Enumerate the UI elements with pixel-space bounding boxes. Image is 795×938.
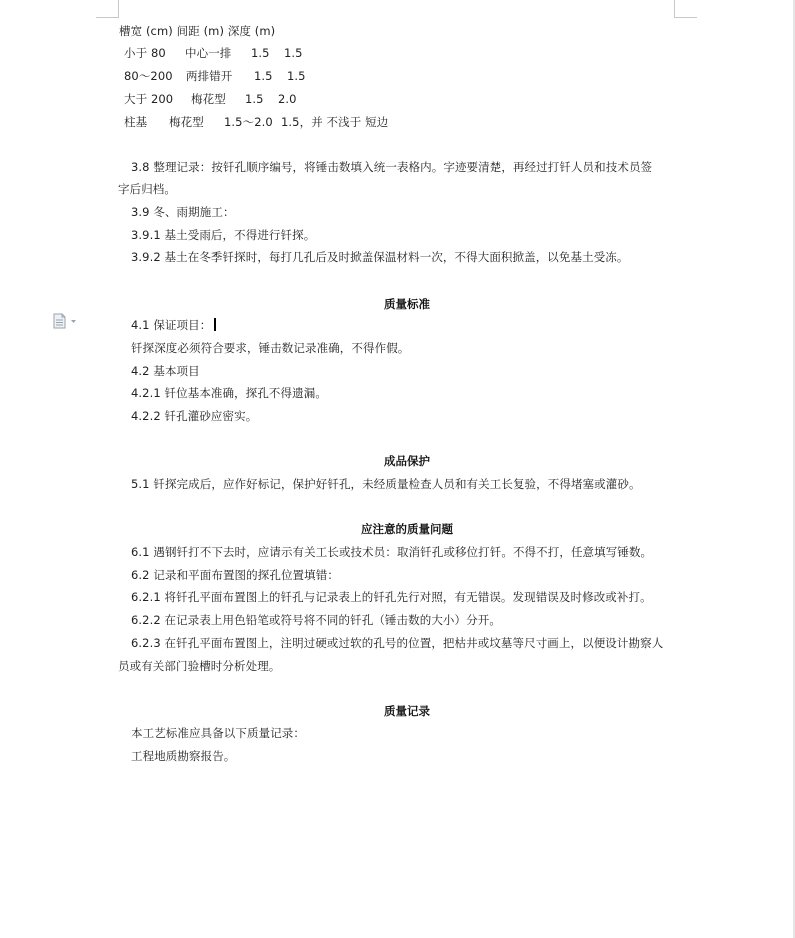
paragraph-line: 6.2 记录和平面布置图的探孔位置填错： — [131, 568, 339, 582]
table-cell: 梅花型 — [169, 115, 204, 129]
paragraph-line: 3.9 冬、雨期施工： — [131, 205, 235, 219]
section-heading: 成品保护 — [384, 454, 430, 468]
paragraph-line: 字后归档。 — [118, 182, 176, 196]
table-row — [124, 68, 306, 84]
table-cell: 大于 200 — [124, 92, 174, 106]
table-cell: 1.5 — [254, 69, 273, 83]
paragraph-line: 4.2.2 钎孔灌砂应密实。 — [131, 409, 258, 423]
paragraph-line: 钎探深度必须符合要求，锤击数记录准确，不得作假。 — [131, 341, 410, 355]
table-row — [124, 45, 303, 61]
paragraph-line: 3.8 整理记录：按钎孔顺序编号，将锤击数填入统一表格内。字迹要清楚，再经过打钎人员和技术员签 — [131, 160, 653, 174]
document-options-icon[interactable] — [53, 313, 79, 329]
table-cell: 1.5～2.0 — [224, 115, 273, 129]
table-cell: 两排错开 — [186, 69, 233, 83]
paragraph-line: 本工艺标准应具备以下质量记录： — [131, 726, 305, 740]
paragraph-line: 3.9.1 基土受雨后，不得进行钎探。 — [131, 228, 316, 242]
col-header: 深度 (m) — [227, 24, 276, 38]
paragraph-line: 6.2.2 在记录表上用色铅笔或符号将不同的钎孔（锤击数的大小）分开。 — [131, 613, 501, 627]
table-cell: 小于 80 — [124, 46, 166, 60]
margin-corner-mark — [674, 0, 697, 18]
paragraph-line: 工程地质勘察报告。 — [131, 749, 236, 763]
paragraph-line: 3.9.2 基土在冬季钎探时，每打几孔后及时掀盖保温材料一次，不得大面积掀盖，以免基土受冻。 — [131, 250, 629, 264]
paragraph-line: 5.1 钎探完成后，应作好标记，保护好钎孔，未经质量检查人员和有关工长复验，不得堵塞或灌砂。 — [131, 477, 641, 491]
table-cell: 梅花型 — [191, 92, 226, 106]
table-cell: 1.5，并 不浅于 短边 — [281, 115, 389, 129]
table-cell: 中心一排 — [185, 46, 232, 60]
section-heading: 质量标准 — [384, 297, 430, 311]
table-row — [124, 114, 388, 130]
paragraph-line: 6.1 遇钢钎打不下去时，应请示有关工长或技术员：取消钎孔或移位打钎。不得不打，任意填写锤数。 — [131, 545, 653, 559]
paragraph-line: 4.2.1 钎位基本准确，探孔不得遗漏。 — [131, 386, 327, 400]
table-header — [119, 23, 275, 39]
table-cell: 柱基 — [124, 115, 148, 129]
paragraph-line: 员或有关部门验槽时分析处理。 — [118, 659, 281, 673]
col-header: 槽宽 (cm) — [119, 24, 173, 38]
table-cell: 1.5 — [251, 46, 270, 60]
table-cell: 2.0 — [278, 92, 297, 106]
table-cell: 1.5 — [245, 92, 264, 106]
paragraph-line: 4.2 基本项目 — [131, 364, 200, 378]
table-cell: 80～200 — [124, 69, 173, 83]
section-heading: 质量记录 — [384, 704, 430, 718]
table-cell: 1.5 — [284, 46, 303, 60]
col-header: 间距 (m) — [176, 24, 225, 38]
margin-corner-mark — [96, 0, 119, 18]
paragraph-line[interactable] — [131, 317, 216, 333]
paragraph-text: 4.1 保证项目： — [131, 318, 212, 332]
table-cell: 1.5 — [287, 69, 306, 83]
section-heading: 应注意的质量问题 — [361, 522, 453, 536]
paragraph-line: 6.2.3 在钎孔平面布置图上，注明过硬或过软的孔号的位置，把枯井或坟墓等尺寸画上，以便设计勘察人 — [131, 636, 664, 650]
text-cursor — [214, 318, 216, 331]
paragraph-line: 6.2.1 将钎孔平面布置图上的钎孔与记录表上的钎孔先行对照，有无错误。发现错误及时修改或补打。 — [131, 590, 652, 604]
table-row — [124, 91, 297, 107]
